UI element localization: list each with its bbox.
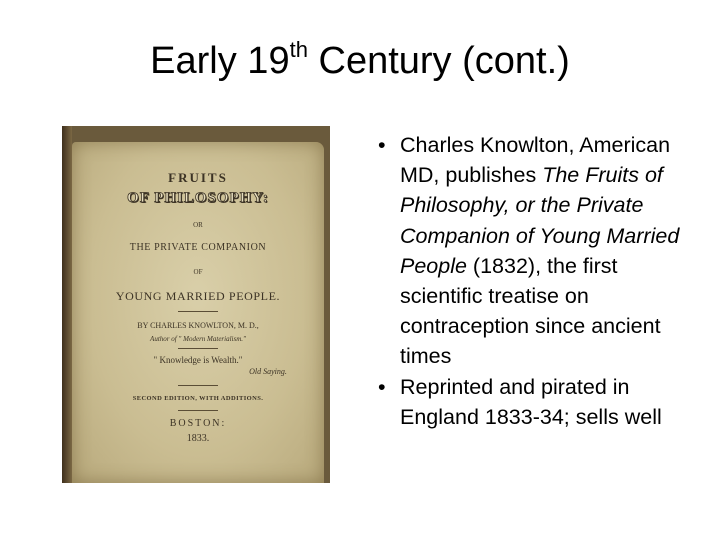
title-main: Early 19: [150, 40, 290, 82]
bullet-text: Reprinted and pirated in England 1833-34; sells well: [400, 374, 662, 429]
book-divider: [178, 410, 218, 411]
book-line-fruits: FRUITS: [168, 170, 228, 185]
book-line-edition: SECOND EDITION, WITH ADDITIONS.: [132, 395, 264, 402]
book-title-page-photo: [62, 126, 330, 483]
book-spine: [62, 126, 72, 483]
bullet-dot: •: [378, 374, 386, 399]
book-line-private-companion: THE PRIVATE COMPANION: [129, 242, 267, 253]
book-line-old-saying: Old Saying.: [249, 367, 287, 376]
book-title-italic: The Fruits of Philosophy, or the Private Companion of Young Married People: [400, 163, 680, 278]
bullet-list: [378, 130, 698, 432]
book-line-motto: " Knowledge is Wealth.": [153, 355, 243, 365]
book-line-of-philosophy: OF PHILOSOPHY:: [127, 190, 269, 206]
bullet-item-reprinted: [378, 372, 698, 432]
slide-title: [0, 38, 720, 83]
book-divider: [178, 311, 218, 312]
book-line-author-of: Author of " Modern Materialism.": [150, 335, 246, 343]
bullet-text: Charles Knowlton, American MD, publishes: [400, 133, 671, 188]
bullet-dot: •: [378, 133, 386, 157]
book-divider: [178, 348, 218, 349]
book-line-author: BY CHARLES KNOWLTON, M. D.,: [137, 321, 259, 330]
book-line-year: 1833.: [186, 433, 210, 444]
book-divider: [178, 385, 218, 386]
title-superscript: th: [289, 37, 308, 62]
title-rest: Century (cont.): [307, 40, 570, 82]
book-line-of: OF: [193, 268, 203, 276]
book-line-young-married-people: YOUNG MARRIED PEOPLE.: [115, 289, 281, 303]
book-page: [72, 142, 324, 483]
bullet-item-knowlton: [378, 130, 698, 372]
bullet-text: (1832), the first scientific treatise on contraception since ancient times: [400, 253, 661, 369]
book-line-boston: BOSTON:: [169, 418, 227, 429]
book-line-or: OR: [193, 221, 203, 229]
